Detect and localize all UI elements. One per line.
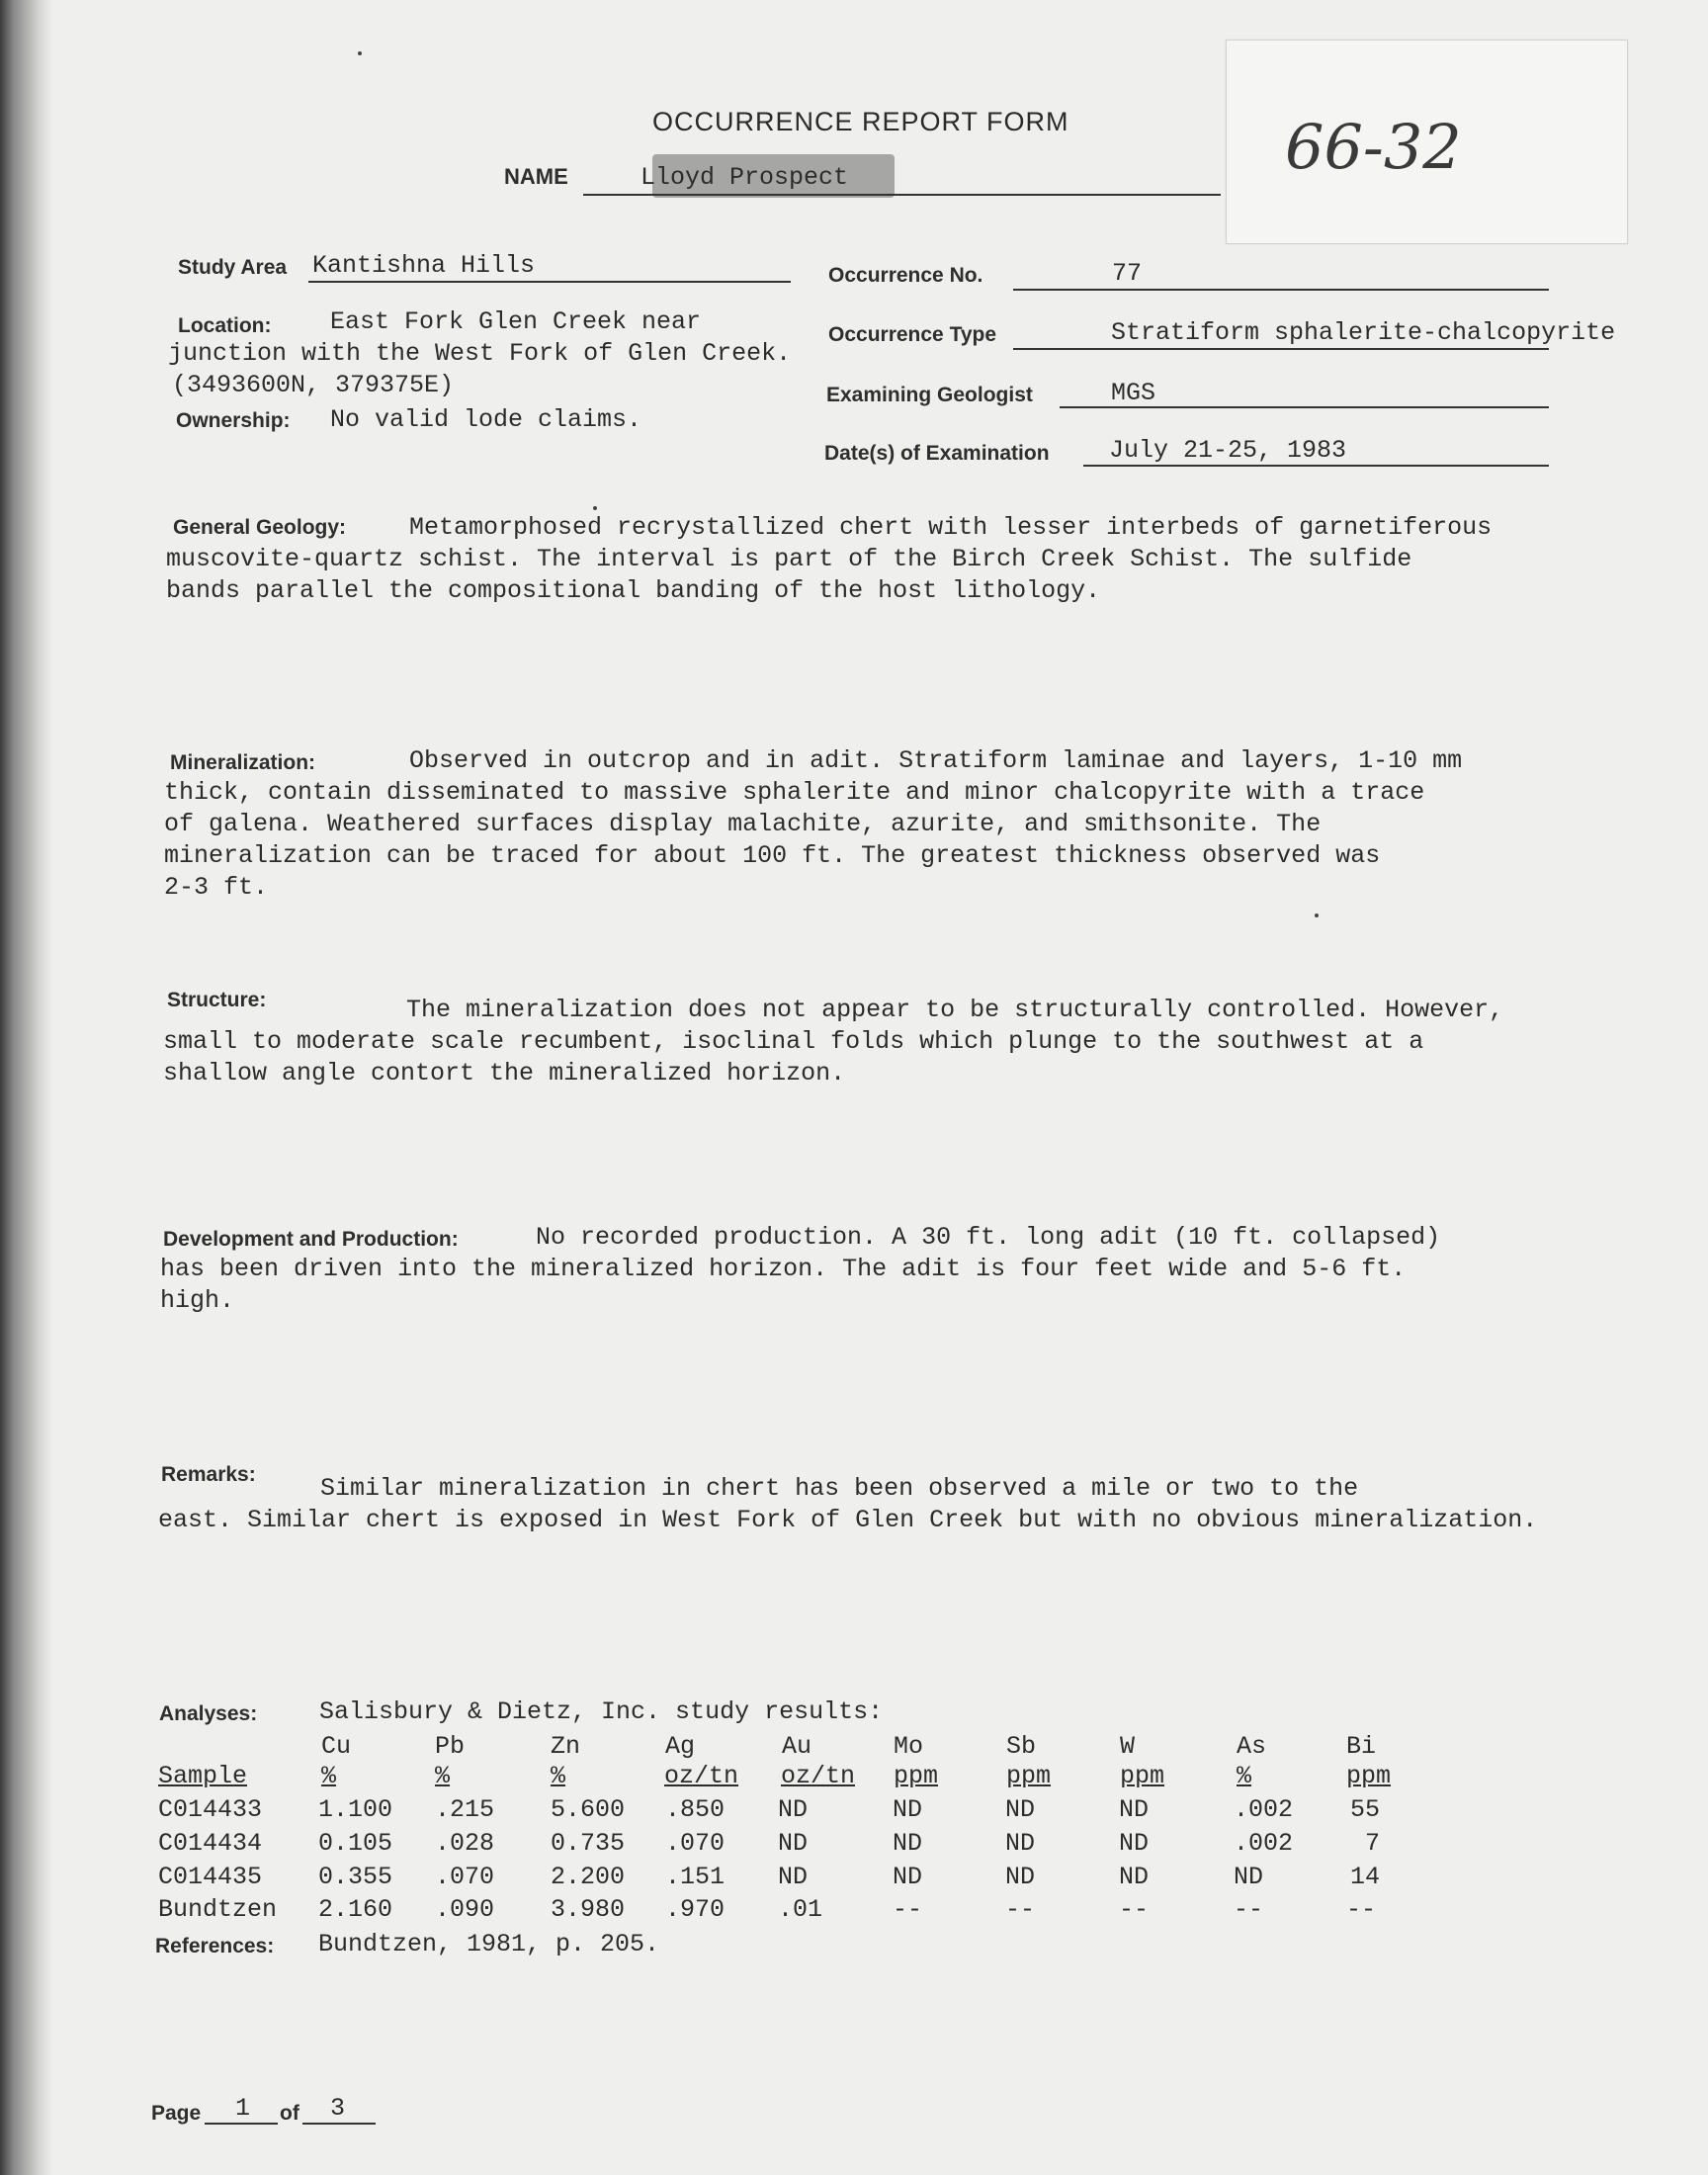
- speck: [593, 506, 597, 510]
- location-line-1: East Fork Glen Creek near: [330, 307, 702, 336]
- element-header: Au: [782, 1732, 812, 1761]
- table-cell: ND: [893, 1863, 923, 1891]
- mineralization-line: thick, contain disseminated to massive sphalerite and minor chalcopyrite with a trace: [164, 778, 1425, 807]
- element-header: W: [1120, 1732, 1136, 1761]
- name-underline: [583, 194, 1221, 196]
- table-cell: .01: [778, 1895, 823, 1924]
- general-geology-line: Metamorphosed recrystallized chert with lesser interbeds of garnetiferous: [409, 513, 1493, 542]
- page-total-underline: [302, 2123, 376, 2125]
- occurrence-no-label: Occurrence No.: [828, 264, 983, 287]
- table-cell: --: [1005, 1895, 1036, 1924]
- location-label: Location:: [178, 314, 272, 337]
- element-header: Ag: [665, 1732, 696, 1761]
- element-header: Bi: [1346, 1732, 1377, 1761]
- table-cell: C014434: [158, 1829, 263, 1858]
- development-label: Development and Production:: [163, 1228, 459, 1251]
- study-area-label: Study Area: [178, 256, 288, 279]
- general-geology-label: General Geology:: [173, 516, 347, 539]
- table-cell: .070: [435, 1863, 495, 1891]
- ownership-value: No valid lode claims.: [330, 405, 642, 434]
- examining-geologist-label: Examining Geologist: [826, 384, 1033, 406]
- mineralization-line: 2-3 ft.: [164, 873, 269, 902]
- table-cell: --: [1119, 1895, 1150, 1924]
- mineralization-text: [164, 745, 1462, 904]
- structure-line: small to moderate scale recumbent, isoclinal folds which plunge to the southwest at a: [163, 1027, 1424, 1056]
- table-cell: .850: [665, 1795, 726, 1824]
- development-line: No recorded production. A 30 ft. long adit (10 ft. collapsed): [536, 1223, 1441, 1252]
- dates-value: July 21-25, 1983: [1109, 436, 1347, 465]
- analyses-label: Analyses:: [159, 1702, 258, 1725]
- table-cell: ND: [1119, 1829, 1150, 1858]
- table-cell: ND: [1119, 1863, 1150, 1891]
- page-current: 1: [235, 2094, 251, 2123]
- general-geology-line: muscovite-quartz schist. The interval is part of the Birch Creek Schist. The sulfide: [166, 545, 1412, 573]
- table-cell: 0.735: [551, 1829, 626, 1858]
- unit-header: %: [551, 1762, 566, 1790]
- remarks-line: east. Similar chert is exposed in West Fork of Glen Creek but with no obvious mineralization.: [158, 1506, 1538, 1534]
- remarks-line: Similar mineralization in chert has been observed a mile or two to the: [320, 1474, 1359, 1503]
- table-cell: ND: [893, 1829, 923, 1858]
- element-header: Zn: [551, 1732, 581, 1761]
- unit-header: ppm: [1006, 1762, 1052, 1790]
- table-cell: ND: [778, 1795, 809, 1824]
- element-header: Cu: [321, 1732, 352, 1761]
- table-cell: 0.105: [318, 1829, 393, 1858]
- table-cell: 7: [1365, 1829, 1381, 1858]
- page-total: 3: [330, 2094, 346, 2123]
- table-cell: ND: [1234, 1863, 1264, 1891]
- scan-edge-shadow: [0, 0, 53, 2175]
- table-cell: 55: [1350, 1795, 1381, 1824]
- table-cell: ND: [1005, 1829, 1036, 1858]
- location-line-2: junction with the West Fork of Glen Creek.: [168, 339, 792, 368]
- occurrence-no-value: 77: [1112, 259, 1143, 288]
- table-cell: ND: [778, 1863, 809, 1891]
- table-cell: ND: [1005, 1795, 1036, 1824]
- mineralization-label: Mineralization:: [170, 751, 316, 774]
- structure-line: shallow angle contort the mineralized horizon.: [163, 1059, 846, 1088]
- mineralization-line: of galena. Weathered surfaces display malachite, azurite, and smithsonite. The: [164, 810, 1322, 838]
- study-area-underline: [308, 281, 791, 283]
- table-cell: --: [1346, 1895, 1377, 1924]
- general-geology-text: [166, 512, 1492, 607]
- element-header: Sb: [1006, 1732, 1037, 1761]
- occurrence-type-underline: [1013, 348, 1549, 350]
- unit-header: oz/tn: [664, 1762, 739, 1790]
- unit-header: ppm: [1120, 1762, 1165, 1790]
- location-line-3: (3493600N, 379375E): [172, 371, 455, 399]
- table-cell: 2.200: [551, 1863, 626, 1891]
- of-label: of: [280, 2102, 299, 2125]
- table-cell: C014433: [158, 1795, 263, 1824]
- table-cell: 3.980: [551, 1895, 626, 1924]
- table-cell: 14: [1350, 1863, 1381, 1891]
- mineralization-line: mineralization can be traced for about 100 ft. The greatest thickness observed was: [164, 841, 1381, 870]
- page-current-underline: [205, 2123, 278, 2125]
- table-cell: ND: [893, 1795, 923, 1824]
- development-line: high.: [160, 1286, 235, 1315]
- prospect-name: Lloyd Prospect: [640, 163, 849, 192]
- table-cell: Bundtzen: [158, 1895, 278, 1924]
- table-cell: ND: [1119, 1795, 1150, 1824]
- table-cell: .002: [1234, 1829, 1294, 1858]
- element-header: As: [1237, 1732, 1267, 1761]
- development-line: has been driven into the mineralized horizon. The adit is four feet wide and 5-6 ft.: [160, 1255, 1407, 1283]
- table-cell: 2.160: [318, 1895, 393, 1924]
- structure-label: Structure:: [167, 989, 267, 1011]
- dates-label: Date(s) of Examination: [824, 442, 1050, 465]
- table-cell: 5.600: [551, 1795, 626, 1824]
- sample-header: Sample: [158, 1762, 248, 1790]
- table-cell: .002: [1234, 1795, 1294, 1824]
- unit-header: ppm: [1346, 1762, 1392, 1790]
- dates-underline: [1083, 465, 1549, 467]
- table-cell: --: [893, 1895, 923, 1924]
- examining-geologist-value: MGS: [1111, 379, 1156, 407]
- element-header: Pb: [435, 1732, 466, 1761]
- table-cell: .070: [665, 1829, 726, 1858]
- geologist-underline: [1060, 406, 1549, 408]
- table-cell: --: [1234, 1895, 1264, 1924]
- unit-header: %: [321, 1762, 337, 1790]
- occurrence-type-label: Occurrence Type: [828, 323, 997, 346]
- table-cell: 0.355: [318, 1863, 393, 1891]
- table-cell: 1.100: [318, 1795, 393, 1824]
- structure-line: The mineralization does not appear to be structurally controlled. However,: [406, 996, 1504, 1024]
- references-value: Bundtzen, 1981, p. 205.: [318, 1930, 660, 1958]
- table-cell: .090: [435, 1895, 495, 1924]
- speck: [1315, 914, 1319, 917]
- study-area-value: Kantishna Hills: [312, 251, 536, 280]
- form-title: OCCURRENCE REPORT FORM: [652, 107, 1069, 136]
- table-cell: ND: [1005, 1863, 1036, 1891]
- unit-header: ppm: [894, 1762, 939, 1790]
- table-cell: C014435: [158, 1863, 263, 1891]
- handwritten-file-number: 66-32: [1285, 111, 1462, 183]
- ownership-label: Ownership:: [176, 409, 291, 432]
- occurrence-type-value: Stratiform sphalerite-chalcopyrite: [1111, 318, 1616, 347]
- general-geology-line: bands parallel the compositional banding of the host lithology.: [166, 576, 1101, 605]
- references-label: References:: [155, 1935, 275, 1958]
- table-cell: ND: [778, 1829, 809, 1858]
- unit-header: oz/tn: [781, 1762, 856, 1790]
- unit-header: %: [1237, 1762, 1252, 1790]
- name-label: NAME: [504, 164, 568, 189]
- table-cell: .215: [435, 1795, 495, 1824]
- page-label: Page: [151, 2102, 202, 2125]
- table-cell: .151: [665, 1863, 726, 1891]
- mineralization-line: Observed in outcrop and in adit. Stratiform laminae and layers, 1-10 mm: [409, 746, 1463, 775]
- element-header: Mo: [894, 1732, 924, 1761]
- remarks-label: Remarks:: [161, 1463, 256, 1486]
- table-cell: .970: [665, 1895, 726, 1924]
- analyses-source: Salisbury & Dietz, Inc. study results:: [319, 1697, 884, 1726]
- table-cell: .028: [435, 1829, 495, 1858]
- speck: [358, 51, 362, 55]
- development-text: [160, 1222, 1440, 1317]
- remarks-text: [158, 1473, 1537, 1536]
- unit-header: %: [435, 1762, 451, 1790]
- occurrence-no-underline: [1013, 289, 1549, 291]
- structure-text: [163, 995, 1503, 1089]
